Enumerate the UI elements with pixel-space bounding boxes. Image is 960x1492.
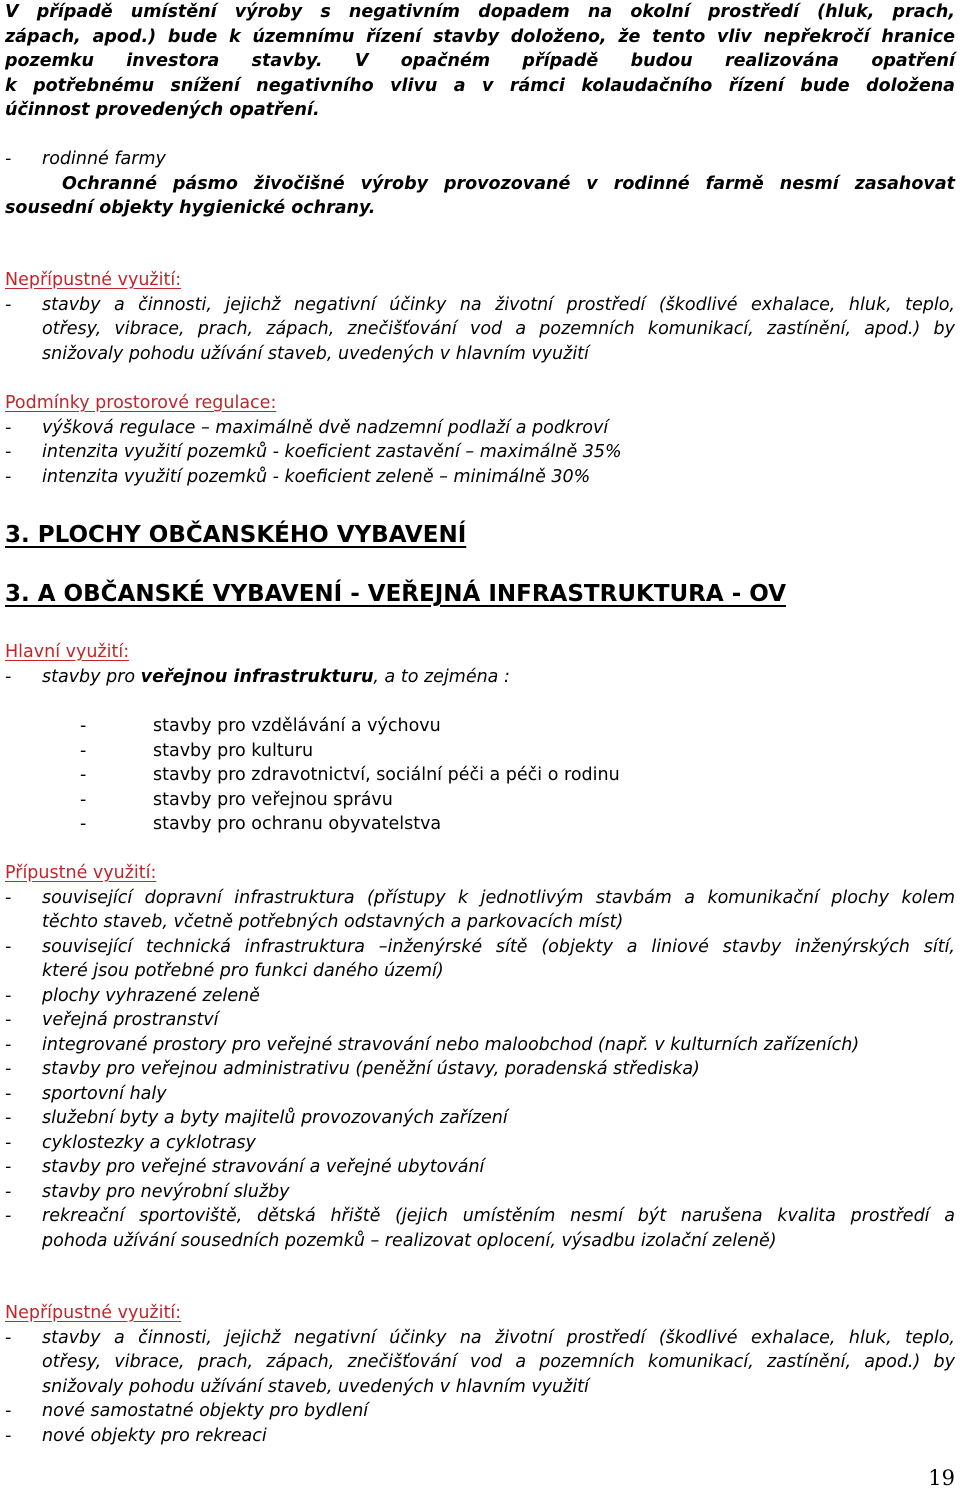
farmy-item <box>5 147 955 172</box>
sub-list-item <box>5 714 955 739</box>
list-item <box>5 1326 955 1400</box>
list-item <box>5 1155 955 1180</box>
list-item-line: plochy vyhrazené zeleně <box>42 985 260 1006</box>
list-item-line: nové objekty pro rekreaci <box>42 1425 267 1446</box>
list-item-line: sportovní haly <box>42 1083 167 1104</box>
intro-paragraph <box>5 0 955 123</box>
list-item <box>5 1424 955 1449</box>
list-item <box>5 293 955 367</box>
intro-line: zápach, apod.) bude k územnímu řízení stavby doloženo, že tento vliv nepřekročí hranice <box>5 26 955 47</box>
list-dash: - <box>5 936 12 957</box>
list-dash: - <box>5 1157 12 1177</box>
list-item <box>5 1180 955 1205</box>
list-dash: - <box>5 1327 12 1348</box>
farmy-section <box>5 147 955 221</box>
list-item-line: otřesy, vibrace, prach, zápach, znečišťování vod a pozemních komunikací, zastínění, apod.) by <box>42 319 955 339</box>
list-item-line: otřesy, vibrace, prach, zápach, znečišťování vod a pozemních komunikací, zastínění, apod.) by <box>42 1352 955 1372</box>
list-dash: - <box>5 1401 12 1421</box>
list-item <box>5 665 955 690</box>
page-number: 19 <box>928 1466 955 1490</box>
list-item <box>5 1082 955 1107</box>
list-dash: - <box>5 666 12 687</box>
list-dash: - <box>80 789 87 810</box>
farmy-text-line: sousední objekty hygienické ochrany. <box>5 198 376 218</box>
list-item <box>5 1057 955 1082</box>
list-item-line: pohoda užívání sousedních pozemků – realizovat oplocení, výsadbu izolační zeleně) <box>42 1230 777 1251</box>
section-heading: Hlavní využití: <box>5 642 130 662</box>
list-dash: - <box>5 1108 12 1128</box>
list-item-line: stavby a činnosti, jejichž negativní účinky na životní prostředí (škodlivé exhalace, hluk, teplo, <box>42 1327 955 1348</box>
list-item <box>5 1008 955 1033</box>
list-item-line: které jsou potřebné pro funkci daného území) <box>42 961 444 981</box>
list-item-line: těchto staveb, včetně potřebných odstavných a parkovacích míst) <box>42 912 624 932</box>
list-item-text: intenzita využití pozemků - koeficient zastavění – maximálně 35% <box>42 442 622 462</box>
intro-line: pozemku investora stavby. V opačném případě budou realizována opatření <box>5 51 955 71</box>
pripustne-section <box>5 861 955 1253</box>
list-item-line: stavby pro veřejnou administrativu (peněžní ústavy, poradenská střediska) <box>42 1059 700 1079</box>
list-dash: - <box>5 466 12 487</box>
list-dash: - <box>80 716 87 736</box>
list-dash: - <box>5 1181 12 1202</box>
list-dash: - <box>5 442 12 462</box>
list-item <box>5 886 955 935</box>
list-item-line: cyklostezky a cyklotrasy <box>42 1132 256 1153</box>
sub-list-item-text: stavby pro veřejnou správu <box>153 789 393 810</box>
section3a <box>5 582 955 607</box>
section-heading: Podmínky prostorové regulace: <box>5 393 277 413</box>
sub-list-item-text: stavby pro kulturu <box>153 740 314 761</box>
list-item <box>5 1399 955 1424</box>
list-item <box>5 1033 955 1058</box>
section-heading: Nepřípustné využití: <box>5 1303 182 1323</box>
list-dash: - <box>5 1034 12 1055</box>
section3 <box>5 523 955 548</box>
sub-list-item <box>5 788 955 813</box>
list-item-line: integrované prostory pro veřejné stravování nebo maloobchod (např. v kulturních zařízeních) <box>42 1034 860 1055</box>
list-item-text: výšková regulace – maximálně dvě nadzemní podlaží a podkroví <box>42 417 609 438</box>
list-dash: - <box>5 1425 12 1446</box>
list-dash: - <box>5 985 12 1006</box>
list-item <box>5 465 955 490</box>
list-item-line: související dopravní infrastruktura (přístupy k jednotlivým stavbám a komunikační plochy kolem <box>42 887 955 908</box>
hlavni-subitems <box>5 714 955 837</box>
list-item-line: služební byty a byty majitelů provozovaných zařízení <box>42 1108 508 1128</box>
list-dash: - <box>5 1083 12 1104</box>
list-item-line: stavby pro veřejné stravování a veřejné ubytování <box>42 1157 485 1177</box>
hlavni-section <box>5 640 955 689</box>
list-dash: - <box>80 765 87 785</box>
list-item <box>5 416 955 441</box>
intro-line: k potřebnému snížení negativního vlivu a v rámci kolaudačního řízení bude doložena <box>5 75 955 96</box>
sub-list-item-text: stavby pro zdravotnictví, sociální péči a péči o rodinu <box>153 765 620 785</box>
list-dash: - <box>5 1059 12 1079</box>
neprip2-section <box>5 1301 955 1448</box>
list-item-line: stavby a činnosti, jejichž negativní účinky na životní prostředí (škodlivé exhalace, hluk, teplo, <box>42 294 955 315</box>
sub-list-item <box>5 739 955 764</box>
list-item-text: , a to zejména : <box>373 666 510 687</box>
list-item <box>5 440 955 465</box>
sub-list-item <box>5 812 955 837</box>
neprip1-section <box>5 268 955 366</box>
list-item <box>5 984 955 1009</box>
list-dash: - <box>5 1206 12 1226</box>
regulace-section <box>5 391 955 489</box>
list-dash: - <box>5 149 12 169</box>
list-item-bold: veřejnou infrastrukturu <box>140 666 374 687</box>
list-dash: - <box>5 887 12 908</box>
list-item-line: stavby pro nevýrobní služby <box>42 1181 290 1202</box>
list-item-line: související technická infrastruktura –inženýrské sítě (objekty a liniové stavby inženýrských sítí, <box>42 936 955 957</box>
farmy-label: rodinné farmy <box>42 149 166 169</box>
intro-line: účinnost provedených opatření. <box>5 100 320 120</box>
list-item-text: stavby pro <box>42 666 141 687</box>
list-dash: - <box>80 740 87 761</box>
list-dash: - <box>5 417 12 438</box>
list-item <box>5 1204 955 1253</box>
list-dash: - <box>5 1010 12 1030</box>
list-item-line: rekreační sportoviště, dětská hřiště (jejich umístěním nesmí být narušena kvalita prostředí a <box>42 1206 955 1226</box>
sub-list-item-text: stavby pro vzdělávání a výchovu <box>153 716 441 736</box>
intro-line: V případě umístění výroby s negativním dopadem na okolní prostředí (hluk, prach, <box>5 2 955 22</box>
sub-list-item-text: stavby pro ochranu obyvatelstva <box>153 814 442 834</box>
list-item <box>5 935 955 984</box>
section-title: 3. A OBČANSKÉ VYBAVENÍ - VEŘEJNÁ INFRASTRUKTURA - OV <box>5 581 786 607</box>
list-dash: - <box>5 1132 12 1153</box>
section-title: 3. PLOCHY OBČANSKÉHO VYBAVENÍ <box>5 522 467 548</box>
sub-list-item <box>5 763 955 788</box>
list-dash: - <box>80 814 87 834</box>
section-heading: Přípustné využití: <box>5 863 157 883</box>
list-item-line: snižovaly pohodu užívání staveb, uvedených v hlavním využití <box>42 1376 589 1397</box>
farmy-text-line: Ochranné pásmo živočišné výroby provozované v rodinné farmě nesmí zasahovat <box>62 173 955 194</box>
list-item-line: nové samostatné objekty pro bydlení <box>42 1401 369 1421</box>
list-item-line: snižovaly pohodu užívání staveb, uvedených v hlavním využití <box>42 343 589 364</box>
list-item-text: intenzita využití pozemků - koeficient zeleně – minimálně 30% <box>42 466 591 487</box>
list-item-line: veřejná prostranství <box>42 1010 219 1030</box>
section-heading: Nepřípustné využití: <box>5 270 182 290</box>
list-item <box>5 1106 955 1131</box>
list-dash: - <box>5 294 12 315</box>
list-item <box>5 1131 955 1156</box>
